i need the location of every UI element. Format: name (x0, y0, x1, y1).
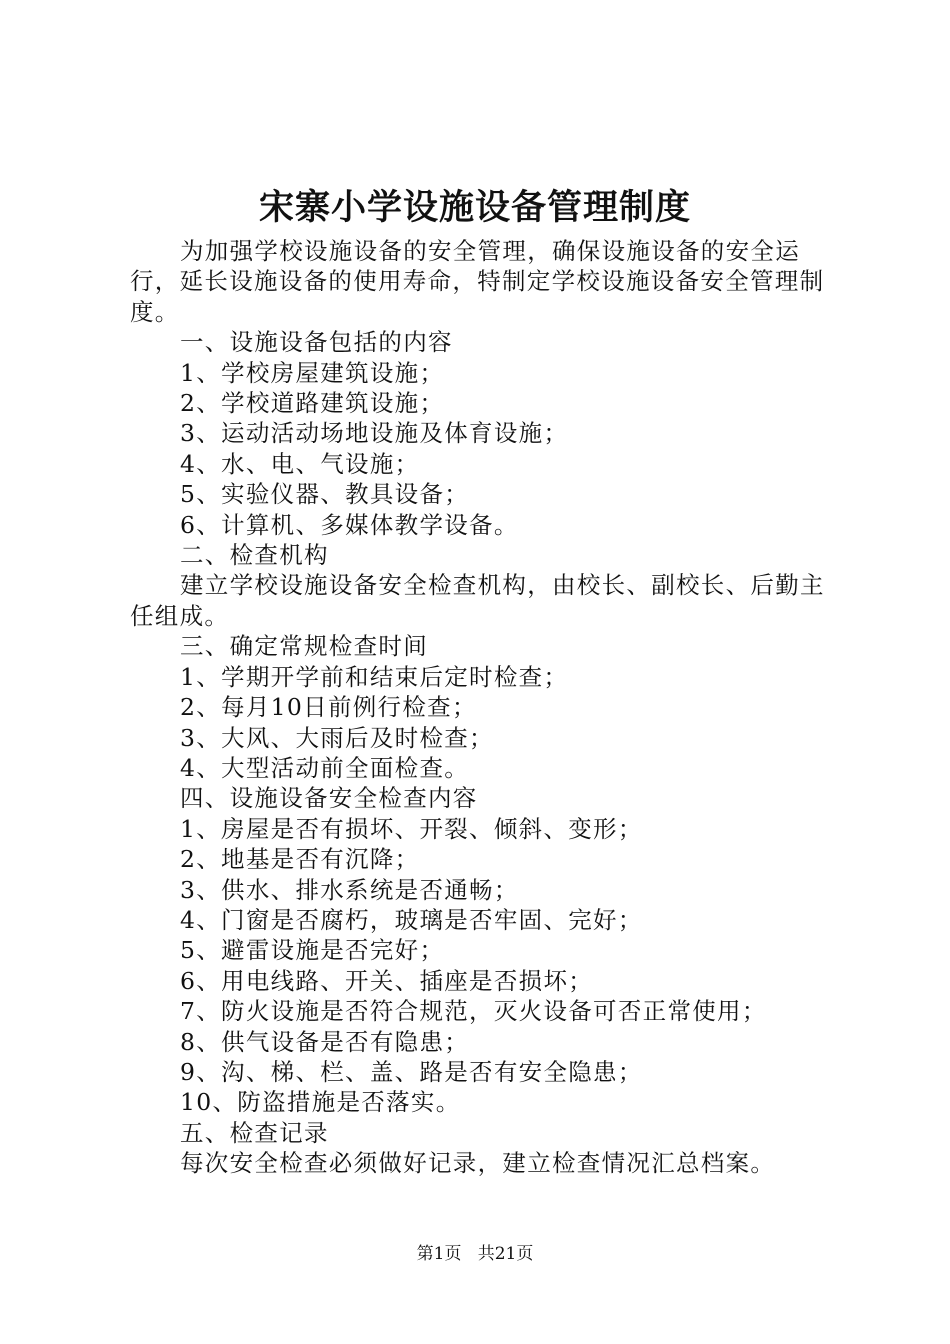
section-paragraph: 每次安全检查必须做好记录，建立检查情况汇总档案。 (180, 1149, 776, 1178)
list-item: 1、学期开学前和结束后定时检查； (180, 662, 569, 691)
list-item: 5、避雷设施是否完好； (180, 936, 445, 965)
section-heading: 二、检查机构 (180, 541, 329, 570)
page-total: 共21页 (477, 1244, 534, 1264)
document-body (130, 236, 830, 1179)
list-item: 1、房屋是否有损坏、开裂、倾斜、变形； (180, 814, 643, 843)
page-footer (0, 1242, 950, 1266)
list-item: 9、沟、梯、栏、盖、路是否有安全隐患； (180, 1057, 643, 1086)
list-item: 3、大风、大雨后及时检查； (180, 723, 494, 752)
document-title: 宋寨小学设施设备管理制度 (258, 187, 691, 228)
list-item: 4、大型活动前全面检查。 (180, 753, 470, 782)
list-item: 4、水、电、气设施； (180, 449, 420, 478)
section-paragraph: 建立学校设施设备安全检查机构，由校长、副校长、后勤主任组成。 (130, 571, 825, 630)
list-item: 7、防火设施是否符合规范，灭火设备可否正常使用； (180, 997, 767, 1026)
list-item: 6、计算机、多媒体教学设备。 (180, 510, 519, 539)
list-item: 2、每月10日前例行检查； (180, 693, 477, 722)
list-item: 8、供气设备是否有隐患； (180, 1027, 470, 1056)
list-item: 1、学校房屋建筑设施； (180, 358, 445, 387)
list-item: 5、实验仪器、教具设备； (180, 480, 470, 509)
section-heading: 四、设施设备安全检查内容 (180, 784, 478, 813)
list-item: 3、供水、排水系统是否通畅； (180, 875, 519, 904)
section-heading: 三、确定常规检查时间 (180, 632, 428, 661)
list-item: 4、门窗是否腐朽，玻璃是否牢固、完好； (180, 905, 643, 934)
list-item: 2、学校道路建筑设施； (180, 389, 445, 418)
list-item: 6、用电线路、开关、插座是否损坏； (180, 966, 594, 995)
intro-paragraph: 为加强学校设施设备的安全管理，确保设施设备的安全运行，延长设施设备的使用寿命，特制定学校设施设备安全管理制度。 (130, 237, 825, 326)
page-number: 第1页 (416, 1244, 462, 1264)
section-heading: 五、检查记录 (180, 1118, 329, 1147)
page-separator (467, 1244, 472, 1264)
list-item: 10、防盗措施是否落实。 (180, 1088, 461, 1117)
list-item: 2、地基是否有沉降； (180, 845, 420, 874)
section-heading: 一、设施设备包括的内容 (180, 328, 453, 357)
list-item: 3、运动活动场地设施及体育设施； (180, 419, 569, 448)
